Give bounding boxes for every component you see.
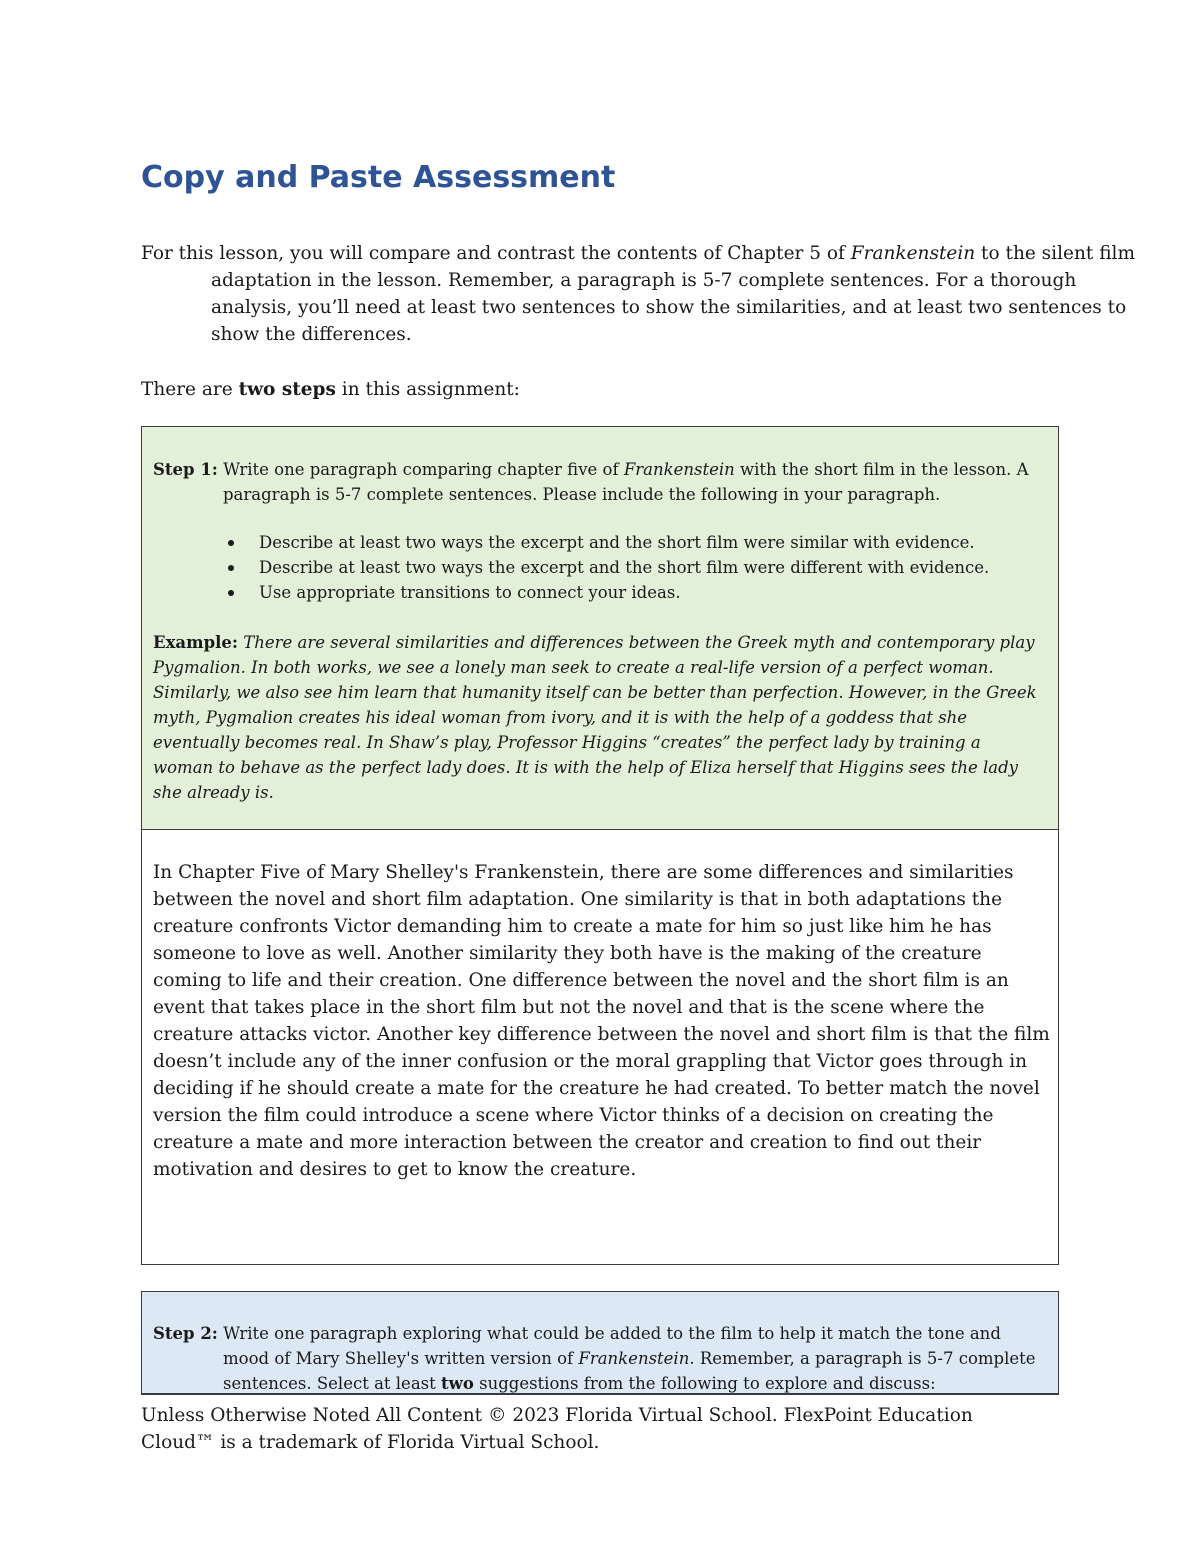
example-text: There are several similarities and differences between the Greek myth and contemporary play Pygmalion. In both works, we see a lonely man seek to create a real-life version of a perfect woman. Similarly, we also see him learn that humanity itself can be better than perfection. However, in the Greek myth, Pygmalion creates his ideal woman from ivory, and it is with the help of a goddess that she eventually becomes real. In Shaw’s play, Professor Higgins “creates” the perfect lady by training a woman to behave as the perfect lady does. It is with the help of Eliza herself that Higgins sees the lady she already is. (153, 633, 1037, 802)
bullet-text: Describe at least two ways the excerpt and the short film were different with evidence. (259, 558, 990, 577)
steps-line-after: in this assignment: (335, 379, 520, 400)
step2-box (141, 1291, 1059, 1395)
example-paragraph (153, 630, 1043, 805)
bullet-dot-icon (228, 590, 234, 596)
bullet-item (222, 530, 1022, 555)
bullet-text: Describe at least two ways the excerpt and the short film were similar with evidence. (259, 533, 975, 552)
bullet-dot-icon (228, 565, 234, 571)
steps-line-before: There are (141, 379, 239, 400)
step1-book-title: Frankenstein (623, 460, 735, 479)
step2-bold-two: two (441, 1374, 474, 1393)
step1-text-part1: Write one paragraph comparing chapter five of (217, 460, 624, 479)
step2-text-part1: Write one paragraph exploring what could be added to the film to help it match the tone and mood of Mary Shelley's written version of (217, 1324, 1001, 1368)
intro-text-part1: For this lesson, you will compare and contrast the contents of Chapter 5 of (141, 243, 851, 264)
step2-label: Step 2: (153, 1324, 218, 1343)
step1-label: Step 1: (153, 460, 218, 479)
page-title: Copy and Paste Assessment (141, 160, 616, 195)
step1-box (141, 426, 1059, 831)
step1-bullet-list (222, 530, 1022, 605)
step2-text-part3: suggestions from the following to explore and discuss: (473, 1374, 936, 1393)
step2-text-part2: . Remember, a paragraph is 5-7 complete sentences. Select at least (223, 1349, 1036, 1393)
answer-text[interactable]: In Chapter Five of Mary Shelley's Frankenstein, there are some differences and similarities between the novel and short film adaptation. One similarity is that in both adaptations the creature confronts Victor demanding him to create a mate for him so just like him he has someone to love as well. Another similarity they both have is the making of the creature coming to life and their creation. One difference between the novel and the short film is an event that takes place in the short film but not the novel and that is the scene where the creature attacks victor. Another key difference between the novel and short film is that the film doesn’t include any of the inner confusion or the moral grappling that Victor goes through in deciding if he should create a mate for the creature he had created. To better match the novel version the film could introduce a scene where Victor thinks of a decision on creating the creature a mate and more interaction between the creator and creation to find out their motivation and desires to get to know the creature. (153, 862, 1050, 1180)
bullet-item (222, 555, 1022, 580)
example-label: Example: (153, 633, 238, 652)
bullet-item (222, 580, 1022, 605)
step1-text-part2: with the short film in the lesson. A paragraph is 5-7 complete sentences. Please include the following in your paragraph. (223, 460, 1029, 504)
bullet-text: Use appropriate transitions to connect your ideas. (259, 583, 681, 602)
step2-instructions (153, 1321, 1043, 1396)
steps-count-line (141, 376, 520, 403)
intro-text-part2: to the silent film adaptation in the lesson. Remember, a paragraph is 5-7 complete sentences. For a thorough analysis, you’ll need at least two sentences to show the similarities, and at least two sentences to show the differences. (211, 243, 1135, 345)
steps-line-bold: two steps (238, 379, 336, 400)
footer-copyright: Unless Otherwise Noted All Content © 2023 Florida Virtual School. FlexPoint Education Cloud™ is a trademark of Florida Virtual School. (141, 1405, 973, 1453)
step1-instructions (153, 457, 1043, 507)
answer-box[interactable] (141, 829, 1059, 1265)
intro-paragraph (141, 240, 1136, 348)
intro-book-title: Frankenstein (850, 243, 976, 264)
step2-book-title: Frankenstein (578, 1349, 690, 1368)
bullet-dot-icon (228, 540, 234, 546)
